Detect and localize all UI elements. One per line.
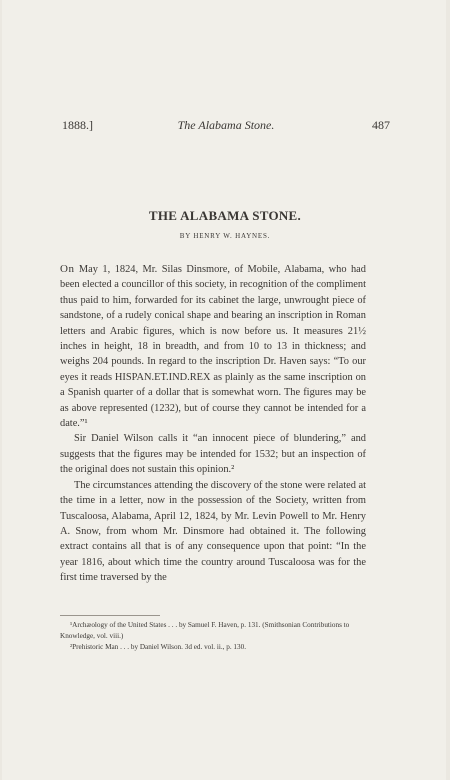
paragraph-lead-word: On — [60, 263, 75, 275]
footnotes — [60, 620, 366, 653]
running-header — [62, 118, 390, 136]
paragraph-1-text: May 1, 1824, Mr. Silas Dinsmore, of Mobile, Alabama, who had been elected a councillor of this society, in recognition of the compliment thus paid to him, forwarded for its cabinet the large, unwrought piece of sandstone, of a rudely conical shape and bearing an inscription in Roman letters and Arabic figures, which is now before us. It measures 21½ inches in height, 18 in breadth, and from 10 to 13 in thickness; and weighs 204 pounds. In regard to the inscription Dr. Haven says: “To our eyes it reads HISPAN.ET.IND.REX as plainly as the same inscription on a Spanish quarter of a dollar that is somewhat worn. The figures may be as above represented (1232), but of course they cannot be intended for a date.”¹ — [60, 264, 366, 430]
footnote-2: ²Prehistoric Man . . . by Daniel Wilson. 3d ed. vol. ii., p. 130. — [70, 643, 247, 651]
header-running-title: The Alabama Stone. — [177, 118, 275, 132]
footnote-1: ¹Archæology of the United States . . . by Samuel F. Haven, p. 131. (Smithsonian Contributions to Knowledge, vol. viii.) — [60, 621, 350, 640]
paragraph-2: Sir Daniel Wilson calls it “an innocent piece of blundering,” and suggests that the figures may be intended for 1532; but an inspection of the original does not sustain this opinion.² — [60, 433, 366, 476]
page-number: 487 — [372, 118, 390, 132]
article-body — [60, 262, 366, 586]
article-byline: BY HENRY W. HAYNES. — [179, 232, 271, 240]
paragraph-1 — [60, 262, 366, 431]
paragraph-3: The circumstances attending the discovery of the stone were related at the time in a letter, now in the possession of the Society, written from Tuscaloosa, Alabama, April 12, 1824, by Mr. Levin Powell to Mr. Henry A. Snow, from whom Mr. Dinsmore had obtained it. The following extract contains all that is of any consequence upon that point: “In the year 1816, about which time the country around Tuscaloosa was for the first time traversed by the — [60, 479, 366, 584]
header-year: 1888.] — [62, 118, 93, 132]
footnote-rule — [60, 615, 160, 616]
article-title: THE ALABAMA STONE. — [148, 208, 302, 223]
